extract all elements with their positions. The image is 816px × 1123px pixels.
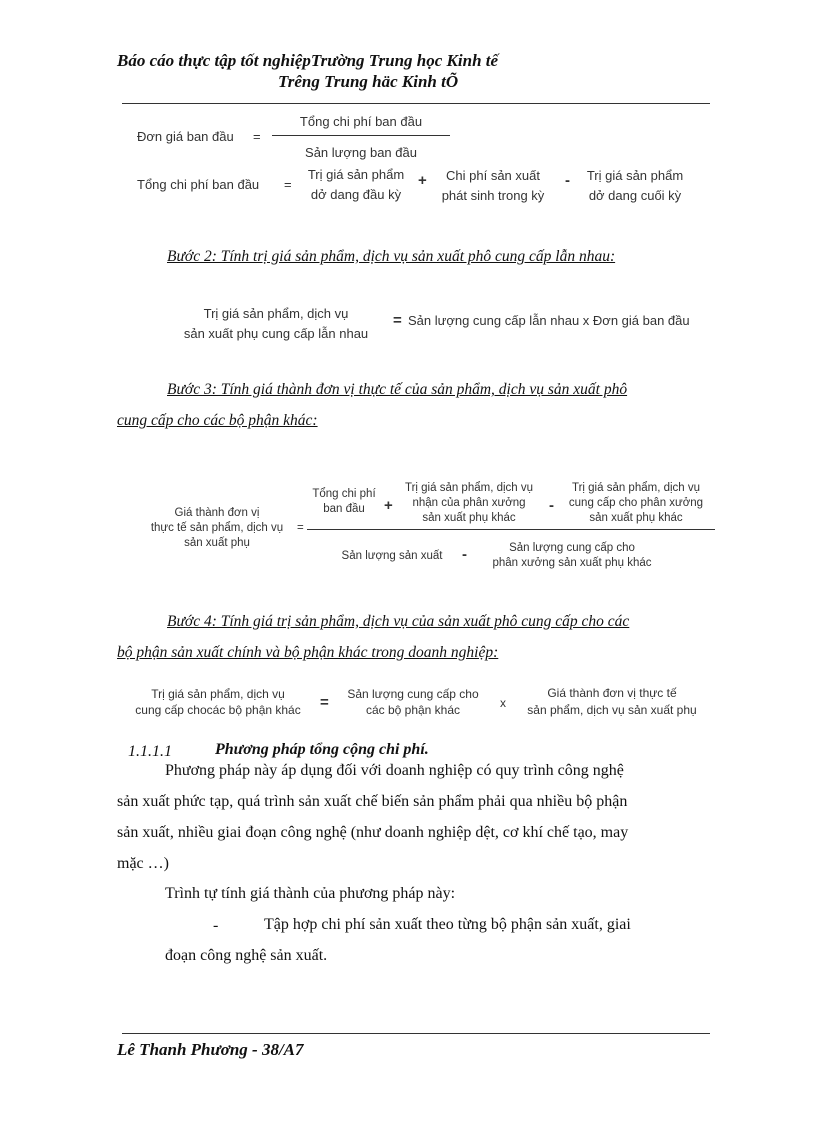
formula4-lhs-line2: thực tế sản phẩm, dịch vụ	[150, 522, 284, 534]
formula4-num3-line3: sản xuất phụ khác	[589, 512, 683, 524]
formula4-minus: -	[549, 497, 554, 514]
formula4-lhs-line1: Giá thành đơn vị	[174, 507, 260, 519]
formula4-num1-line2: ban đầu	[323, 503, 365, 515]
formula1-eq: =	[253, 129, 261, 144]
bullet-dash: -	[213, 917, 219, 934]
para1-line3: sản xuất, nhiều giai đoạn công nghệ (như doanh nghiệp dệt, cơ khí chế tạo, may	[117, 824, 629, 841]
formula5-term1-line2: các bộ phận khác	[365, 703, 461, 717]
formula3-rhs: Sản lượng cung cấp lẫn nhau x Đơn giá ban đầu	[408, 313, 690, 328]
formula2-term2-line1: Chi phí sản xuất	[446, 168, 540, 183]
formula2-term1-line1: Trị giá sản phẩm	[307, 167, 405, 182]
step3-heading-line1: Bước 3: Tính giá thành đơn vị thực tế của sản phẩm, dịch vụ sản xuất phô	[167, 381, 628, 398]
formula4-num2-line1: Trị giá sản phẩm, dịch vụ	[404, 482, 534, 494]
formula2-term2-line2: phát sinh trong kỳ	[441, 188, 545, 203]
formula4-den-minus: -	[462, 546, 467, 563]
formula4-fraction-bar	[307, 529, 715, 530]
formula4-den2-line1: Sản lượng cung cấp cho	[509, 542, 635, 554]
formula4-den2-line2: phân xưởng sản xuất phụ khác	[492, 557, 652, 569]
header-line-2: Trêng Trung häc Kinh tÕ	[278, 72, 459, 91]
step3-heading-line2: cung cấp cho các bộ phận khác:	[117, 412, 318, 429]
formula2-term3-line2: dở dang cuối kỳ	[588, 188, 682, 203]
para2: Trình tự tính giá thành của phương pháp này:	[165, 885, 456, 902]
formula4-lhs-line3: sản xuất phụ	[184, 537, 250, 549]
header-line-1: Báo cáo thực tập tốt nghiệpTrường Trung học Kinh tế	[117, 51, 499, 70]
formula4-num2-line3: sản xuất phụ khác	[422, 512, 516, 524]
formula4-den1: Sản lượng sản xuất	[341, 550, 443, 562]
formula3-eq: =	[393, 312, 402, 329]
section-number: 1.1.1.1	[128, 743, 172, 760]
formula1-denominator: Sản lượng ban đầu	[305, 145, 417, 160]
formula2-lhs: Tổng chi phí ban đầu	[137, 177, 260, 192]
bullet-line1: Tập hợp chi phí sản xuất theo từng bộ phận sản xuất, giai	[264, 916, 631, 933]
formula4-eq: =	[297, 522, 304, 534]
para1-line1: Phương pháp này áp dụng đối với doanh nghiệp có quy trình công nghệ	[165, 762, 624, 779]
step4-heading-line2: bộ phận sản xuất chính và bộ phận khác trong doanh nghiệp:	[117, 644, 499, 661]
formula4-num2-line2: nhận của phân xưởng	[412, 497, 526, 509]
formula3-lhs-line2: sản xuất phụ cung cấp lẫn nhau	[183, 326, 369, 341]
header-rule	[122, 103, 710, 104]
formula5-term2-line2: sản phẩm, dịch vụ sản xuất phụ	[527, 703, 697, 717]
para1-line4: mặc …)	[117, 855, 169, 872]
footer-text: Lê Thanh Phương - 38/A7	[117, 1040, 304, 1059]
formula5-term2-line1: Giá thành đơn vị thực tế	[547, 686, 677, 700]
formula2-minus: -	[565, 172, 570, 189]
formula4-num1-line1: Tổng chi phí	[312, 488, 376, 500]
formula5-eq: =	[320, 694, 329, 711]
formula4-plus: +	[384, 497, 393, 514]
formula5-term1-line1: Sản lượng cung cấp cho	[347, 687, 479, 701]
formula4-num3-line2: cung cấp cho phân xưởng	[568, 497, 704, 509]
step4-heading-line1: Bước 4: Tính giá trị sản phẩm, dịch vụ của sản xuất phô cung cấp cho các	[167, 613, 630, 630]
para1-line2: sản xuất phức tạp, quá trình sản xuất chế biến sản phẩm phải qua nhiều bộ phận	[117, 793, 628, 810]
formula1-numerator: Tổng chi phí ban đầu	[299, 114, 423, 129]
formula2-term3-line1: Trị giá sản phẩm	[586, 168, 684, 183]
formula2-term1-line2: dở dang đầu kỳ	[310, 187, 402, 202]
step2-heading: Bước 2: Tính trị giá sản phẩm, dịch vụ sản xuất phô cung cấp lẫn nhau:	[167, 248, 616, 265]
section-title: Phương pháp tổng cộng chi phí.	[215, 741, 429, 758]
formula5-lhs-line1: Trị giá sản phẩm, dịch vụ	[151, 687, 285, 701]
formula4-num3-line1: Trị giá sản phẩm, dịch vụ	[571, 482, 701, 494]
formula5-times: x	[500, 696, 506, 710]
formula2-eq: =	[284, 177, 292, 192]
formula2-plus: +	[418, 172, 427, 189]
footer-rule	[122, 1033, 710, 1034]
formula1-lhs: Đơn giá ban đầu	[137, 129, 234, 144]
formula5-lhs-line2: cung cấp chocác bộ phận khác	[135, 703, 301, 717]
bullet-line2: đoạn công nghệ sản xuất.	[165, 947, 328, 964]
formula1-fraction-bar	[272, 135, 450, 136]
formula3-lhs-line1: Trị giá sản phẩm, dịch vụ	[203, 306, 349, 321]
